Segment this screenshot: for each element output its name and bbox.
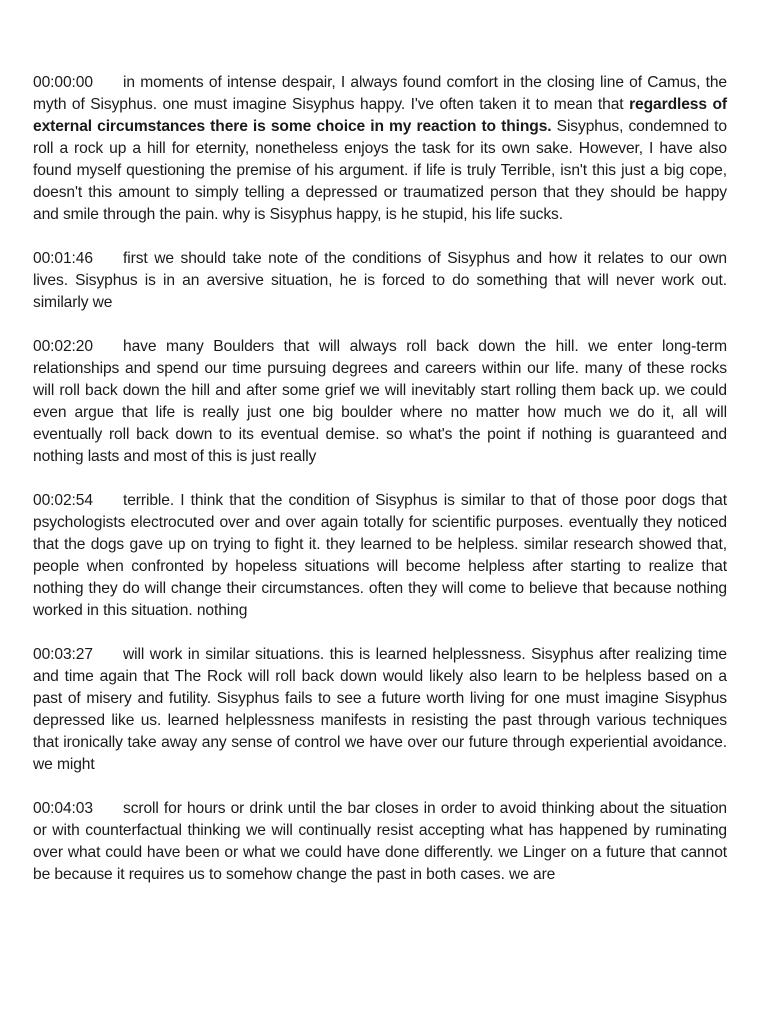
transcript-paragraph (33, 248, 727, 314)
timestamp: 00:02:54 (33, 492, 93, 509)
paragraph-text: have many Boulders that will always roll back down the hill. we enter long-term relationships and spend our time pursuing degrees and careers within our life. many of these rocks will roll back down the hill and after some grief we will inevitably start rolling them back up. we could even argue that life is really just one big boulder where no matter how much we do it, all will eventually roll back down to its eventual demise. so what's the point if nothing is guaranteed and nothing lasts and most of this is just really (33, 338, 727, 465)
transcript-paragraph (33, 490, 727, 622)
paragraph-text: terrible. I think that the condition of Sisyphus is similar to that of those poor dogs that psychologists electrocuted over and over again totally for scientific purposes. eventually they noticed that the dogs gave up on trying to fight it. they learned to be helpless. similar research showed that, people when confronted by hopeless situations will become helpless after starting to realize that nothing they do will change their circumstances. often they will come to believe that because nothing worked in this situation. nothing (33, 492, 727, 619)
paragraph-bold-text: regardless of external circumstances there is some choice in my reaction to things. (33, 96, 727, 135)
timestamp: 00:03:27 (33, 646, 93, 663)
paragraph-text: scroll for hours or drink until the bar closes in order to avoid thinking about the situation or with counterfactual thinking we will continually resist accepting what has happened by ruminating over what could have been or what we could have done differently. we Linger on a future that cannot be because it requires us to somehow change the past in both cases. we are (33, 800, 727, 883)
transcript-page (33, 72, 727, 908)
timestamp: 00:04:03 (33, 800, 93, 817)
timestamp: 00:02:20 (33, 338, 93, 355)
paragraph-text: first we should take note of the conditions of Sisyphus and how it relates to our own lives. Sisyphus is in an aversive situation, he is forced to do something that will never work out. similarly we (33, 250, 727, 311)
transcript-paragraph (33, 644, 727, 776)
transcript-paragraph (33, 336, 727, 468)
transcript-paragraph (33, 72, 727, 226)
timestamp: 00:00:00 (33, 74, 93, 91)
paragraph-text: will work in similar situations. this is learned helplessness. Sisyphus after realizing time and time again that The Rock will roll back down would likely also learn to be helpless based on a past of misery and futility. Sisyphus fails to see a future worth living for one must imagine Sisyphus depressed like us. learned helplessness manifests in resisting the past through various techniques that ironically take away any sense of control we have over our future through experiential avoidance. we might (33, 646, 727, 773)
paragraph-text: Sisyphus, condemned to roll a rock up a hill for eternity, nonetheless enjoys the task for its own sake. However, I have also found myself questioning the premise of his argument. if life is truly Terrible, isn't this just a big cope, doesn't this amount to simply telling a depressed or traumatized person that they should be happy and smile through the pain. why is Sisyphus happy, is he stupid, his life sucks. (33, 118, 727, 223)
paragraph-text: in moments of intense despair, I always found comfort in the closing line of Camus, the myth of Sisyphus. one must imagine Sisyphus happy. I've often taken it to mean that (33, 74, 727, 113)
transcript-paragraph (33, 798, 727, 886)
timestamp: 00:01:46 (33, 250, 93, 267)
